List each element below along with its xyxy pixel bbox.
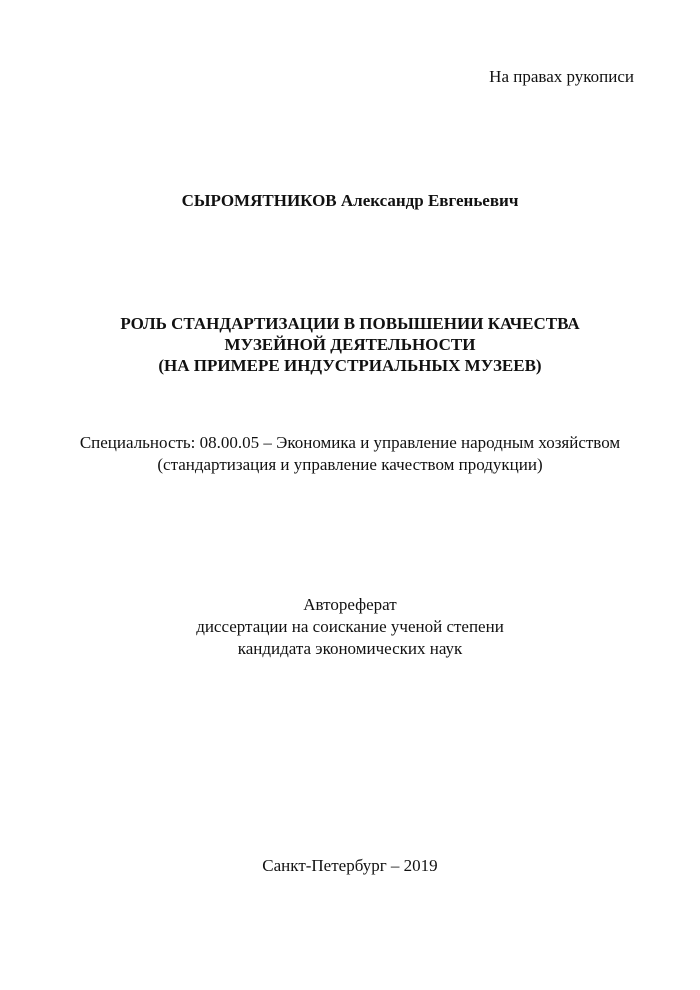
abstract-line-2: диссертации на соискание ученой степени [196,617,504,636]
title-line-2: МУЗЕЙНОЙ ДЕЯТЕЛЬНОСТИ [224,335,476,354]
title-line-1: РОЛЬ СТАНДАРТИЗАЦИИ В ПОВЫШЕНИИ КАЧЕСТВА [120,314,580,333]
title-line-3: (НА ПРИМЕРЕ ИНДУСТРИАЛЬНЫХ МУЗЕЕВ) [158,356,542,375]
abstract-line-3: кандидата экономических наук [237,639,463,658]
manuscript-rights-note: На правах рукописи [489,67,634,86]
specialty-block [0,432,700,476]
abstract-description [0,594,700,660]
specialty-line-1: Специальность: 08.00.05 – Экономика и управление народным хозяйством [79,433,621,452]
dissertation-title [0,313,700,376]
place-and-year: Санкт-Петербург – 2019 [262,856,438,875]
specialty-line-2: (стандартизация и управление качеством продукции) [157,455,543,474]
abstract-line-1: Автореферат [303,595,397,614]
author-name: СЫРОМЯТНИКОВ Александр Евгеньевич [181,191,519,210]
